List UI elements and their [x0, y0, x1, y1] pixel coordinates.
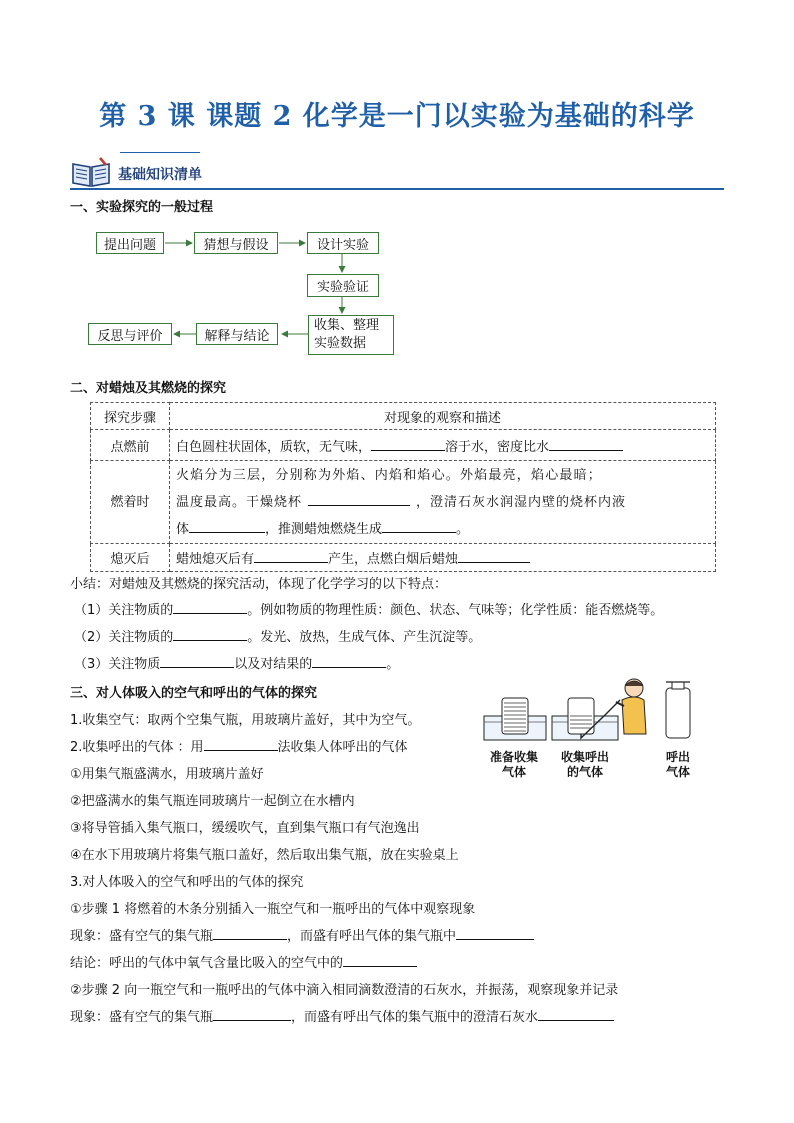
- row-before-step: 点燃前: [91, 430, 170, 461]
- row-burning-text-c: 体: [176, 521, 190, 537]
- summary-1-text-b: 。例如物质的物理性质：颜色、状态、气味等；化学性质：能否燃烧等。: [247, 603, 664, 618]
- row-burning-text-b: ，澄清石灰水润湿内壁的烧杯内液: [416, 494, 627, 510]
- part3-line-12-text-b: ，而盛有呼出气体的集气瓶中的澄清石灰水: [291, 1010, 539, 1025]
- row-burning-text-a: 温度最高。干燥烧杯: [176, 494, 303, 510]
- row-burning-line3: [176, 516, 709, 543]
- part3-heading: 三、对人体吸入的空气和呼出的气体的探究: [70, 686, 318, 701]
- summary-3-text-b: 以及对结果的: [234, 657, 313, 672]
- part3-line-12-text-a: 现象：盛有空气的集气瓶: [70, 1010, 214, 1025]
- part3-line-8: ①步骤 1 将燃着的木条分别插入一瓶空气和一瓶呼出的气体中观察现象: [70, 902, 476, 917]
- summary-item-3: [74, 653, 399, 672]
- flow-box-ask-question: 提出问题: [96, 232, 164, 254]
- row-after-desc: [170, 544, 716, 572]
- row-burning-line2: [176, 489, 709, 516]
- candle-observation-table: [90, 402, 716, 572]
- part3-line-9-text-b: ，而盛有呼出气体的集气瓶中: [287, 929, 457, 944]
- row-after-text-b: 产生，点燃白烟后蜡烛: [328, 552, 459, 567]
- blank[interactable]: [213, 1008, 291, 1021]
- blank[interactable]: [160, 655, 234, 668]
- row-burning-desc: [170, 461, 716, 544]
- summary-line: 小结：对蜡烛及其燃烧的探究活动，体现了化学学习的以下特点：: [70, 577, 448, 592]
- flow-box-hypothesis: 猜想与假设: [194, 232, 278, 254]
- figure-label-exhaled-line1: 呼出: [665, 750, 690, 764]
- table-header-step: 探究步骤: [91, 403, 170, 430]
- blank[interactable]: [343, 954, 417, 967]
- blank[interactable]: [382, 520, 456, 533]
- summary-item-2: [74, 626, 481, 645]
- section-top-rule: [120, 152, 200, 153]
- flow-box-explain: 解释与结论: [196, 323, 278, 345]
- row-burning-step: 燃着时: [91, 461, 170, 544]
- figure-label-exhaled: [654, 750, 702, 780]
- part3-line-2-text-a: 2.收集呼出的气体 ：用: [70, 740, 204, 755]
- blank[interactable]: [456, 927, 534, 940]
- part3-line-10-text-a: 结论：呼出的气体中氧气含量比吸入的空气中的: [70, 956, 344, 971]
- summary-3-text-a: （3）关注物质: [74, 657, 161, 672]
- section-rule: [70, 188, 724, 190]
- part3-line-1: 1.收集空气：取两个空集气瓶，用玻璃片盖好，其中为空气。: [70, 713, 421, 728]
- figure-label-prepare-line2: 气体: [501, 765, 526, 779]
- part2-heading: 二、对蜡烛及其燃烧的探究: [70, 381, 227, 396]
- blank[interactable]: [312, 655, 386, 668]
- blank[interactable]: [189, 520, 265, 533]
- row-before-text-b: 溶于水，密度比水: [445, 439, 550, 455]
- part3-line-7: 3.对人体吸入的空气和呼出的气体的探究: [70, 875, 304, 890]
- gas-collection-illustration: [482, 676, 718, 748]
- row-after-step: 熄灭后: [91, 544, 170, 572]
- figure-label-exhaled-line2: 气体: [665, 765, 690, 779]
- row-burning-line1: 火焰分为三层，分别称为外焰、内焰和焰心。外焰最亮，焰心最暗；: [176, 467, 603, 483]
- part3-line-11: ②步骤 2 向一瓶空气和一瓶呼出的气体中滴入相同滴数澄清的石灰水，并振荡，观察现象并记录: [70, 983, 619, 998]
- figure-label-collect-line1: 收集呼出: [560, 750, 609, 764]
- row-before-text-a: 白色圆柱状固体，质软，无气味，: [176, 439, 372, 455]
- part3-line-3: ①用集气瓶盛满水，用玻璃片盖好: [70, 767, 264, 782]
- blank[interactable]: [204, 738, 278, 751]
- flow-box-design-experiment: 设计实验: [307, 232, 379, 254]
- summary-2-text-a: （2）关注物质的: [74, 630, 174, 645]
- flow-box-collect-line2: 实验数据: [314, 336, 367, 351]
- page-title: 第 3 课 课题 2 化学是一门以实验为基础的科学: [99, 101, 695, 132]
- flow-box-verify: 实验验证: [307, 274, 379, 297]
- part3-line-5: ③将导管插入集气瓶口，缓缓吹气，直到集气瓶口有气泡逸出: [70, 821, 420, 836]
- row-after-text-a: 蜡烛熄灭后有: [176, 552, 255, 567]
- figure-label-collect-line2: 的气体: [566, 765, 603, 779]
- flow-box-collect-data: [308, 315, 394, 355]
- table-header-desc: 对现象的观察和描述: [170, 403, 716, 430]
- blank[interactable]: [538, 1008, 614, 1021]
- part3-line-12: [70, 1006, 614, 1025]
- part3-line-2-text-b: 法收集人体呼出的气体: [277, 740, 408, 755]
- blank[interactable]: [254, 550, 328, 563]
- blank[interactable]: [308, 493, 410, 506]
- part3-line-6: ④在水下用玻璃片将集气瓶口盖好，然后取出集气瓶，放在实验桌上: [70, 848, 459, 863]
- part3-line-9: [70, 925, 534, 944]
- part1-heading: 一、实验探究的一般过程: [70, 200, 214, 215]
- blank[interactable]: [458, 550, 530, 563]
- flow-box-reflect: 反思与评价: [88, 323, 172, 345]
- section-title: 基础知识清单: [118, 167, 202, 183]
- figure-label-prepare-line1: 准备收集: [489, 750, 538, 764]
- part3-line-2: [70, 736, 408, 755]
- figure-label-prepare: [482, 750, 546, 780]
- part3-line-9-text-a: 现象：盛有空气的集气瓶: [70, 929, 214, 944]
- summary-2-text-b: 。发光、放热，生成气体、产生沉淀等。: [247, 630, 482, 645]
- summary-1-text-a: （1）关注物质的: [74, 603, 174, 618]
- part3-line-4: ②把盛满水的集气瓶连同玻璃片一起倒立在水槽内: [70, 794, 355, 809]
- blank[interactable]: [213, 927, 287, 940]
- summary-3-text-c: 。: [386, 657, 400, 672]
- gas-collection-figure: [482, 676, 718, 784]
- blank[interactable]: [173, 628, 247, 641]
- summary-item-1: [74, 599, 663, 618]
- part3-line-10: [70, 952, 417, 971]
- figure-label-collect: [552, 750, 618, 780]
- book-icon: [70, 156, 112, 188]
- blank[interactable]: [549, 438, 623, 451]
- blank[interactable]: [371, 438, 445, 451]
- blank[interactable]: [173, 601, 247, 614]
- flow-box-collect-line1: 收集、整理: [314, 318, 380, 333]
- row-burning-text-e: 。: [456, 521, 470, 537]
- row-burning-text-d: ，推测蜡烛燃烧生成: [265, 521, 383, 537]
- row-before-desc: [170, 430, 716, 461]
